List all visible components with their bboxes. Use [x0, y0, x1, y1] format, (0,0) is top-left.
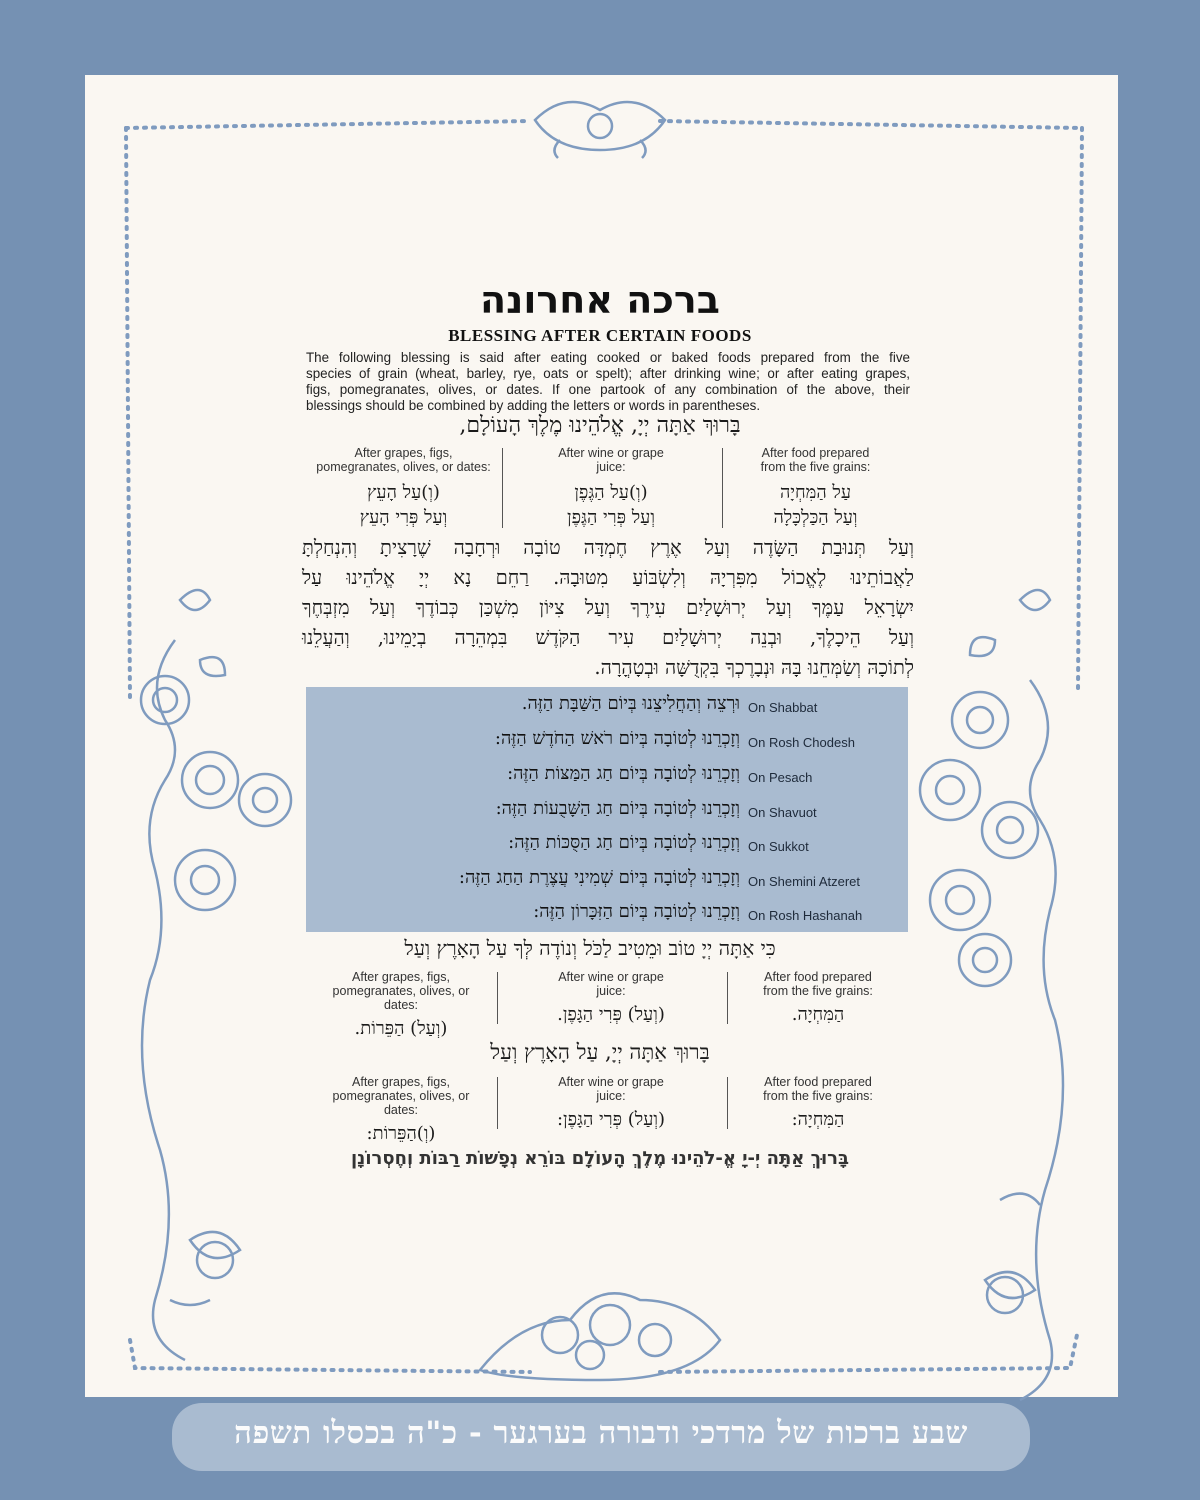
wine-label: After wine or grape juice:	[558, 1075, 664, 1103]
fruit-line2: וְעַל פְּרִי הָעֵץ	[359, 507, 448, 528]
fruit-label: After grapes, figs, pomegranates, olives, or dates:	[316, 446, 491, 474]
grains-label: After food prepared from the five grains:	[763, 970, 873, 998]
grains-column	[726, 1075, 910, 1146]
section3-columns	[306, 1075, 910, 1146]
holiday-occasion: On Shemini Atzeret	[748, 874, 860, 889]
holiday-row	[306, 830, 908, 864]
holiday-text: וְזָכְרֵנוּ לְטוֹבָה בְּיוֹם חַג הַשָּׁבֻעוֹת הַזֶּה:	[495, 798, 740, 819]
paragraph-line: וְעַל הֵיכָלֶךָ, וּבְנֵה יְרוּשָׁלַיִם עִיר הַקֹּדֶשׁ בִּמְהֵרָה בְיָמֵינוּ, וְהַעֲלֵנוּ	[302, 626, 914, 649]
fruit-text: (וְ)הַפֵּרוֹת:	[366, 1123, 436, 1144]
holiday-occasion: On Sukkot	[748, 839, 809, 854]
column-divider	[497, 1077, 498, 1129]
column-divider	[727, 972, 728, 1024]
section1-columns	[306, 446, 910, 530]
dedication-banner	[172, 1403, 1030, 1471]
holiday-text: וְזָכְרֵנוּ לְטוֹבָה בְּיוֹם רֹאשׁ הַחֹדֶשׁ הַזֶּה:	[494, 728, 740, 749]
holiday-text: וְזָכְרֵנוּ לְטוֹבָה בְּיוֹם חַג הַמַּצּוֹת הַזֶּה:	[507, 763, 740, 784]
holiday-occasion: On Shavuot	[748, 805, 817, 820]
fruit-column	[306, 446, 501, 530]
paragraph-line: לַאֲבוֹתֵינוּ לֶאֱכוֹל מִפִּרְיָהּ וְלִשְׂבּוֹעַ מִטּוּבָהּ. רַחֵם נָא יְיָ אֱלֹהֵינוּ עַל	[302, 566, 914, 589]
wine-column	[501, 446, 721, 530]
fruit-column	[306, 970, 496, 1041]
holiday-text: וְזָכְרֵנוּ לְטוֹבָה בְּיוֹם שְׁמִינִי עֲצֶרֶת הַחַג הַזֶּה:	[458, 867, 740, 888]
holiday-row	[306, 796, 908, 830]
fruit-label: After grapes, figs, pomegranates, olives, or dates:	[332, 970, 470, 1012]
borei-nefashot-line: בָּרוּךְ אַתָּה יְ-יָ אֱ-לֹהֵינוּ מֶלֶךְ הָעוֹלָם בּוֹרֵא נְפָשׁוֹת רַבּוֹת וְחֶסְרוֹנָן	[351, 1148, 849, 1169]
holiday-row	[306, 899, 908, 933]
wine-line2: וְעַל פְּרִי הַגֶּפֶן	[567, 507, 655, 528]
page-title-english: BLESSING AFTER CERTAIN FOODS	[448, 326, 752, 345]
wine-column	[496, 970, 726, 1041]
wine-line1: (וְ)עַל הַגֶּפֶן	[574, 482, 648, 503]
paragraph-line: לְתוֹכָהּ וְשַׂמְּחֵנוּ בָּהּ וּנְבָרֶכְךָ בִּקְדֻשָּׁה וּבְטָהֳרָה.	[594, 656, 914, 679]
dedication-text: שבע ברכות של מרדכי ודבורה בערגער - כ"ה בכסלו תשפה	[234, 1415, 968, 1451]
column-divider	[722, 448, 723, 528]
holiday-text: וּרְצֵה וְהַחֲלִיצֵנוּ בְּיוֹם הַשַּׁבָּת הַזֶּה.	[521, 693, 740, 714]
column-divider	[502, 448, 503, 528]
fruit-label: After grapes, figs, pomegranates, olives, or dates:	[332, 1075, 470, 1117]
holiday-text: וְזָכְרֵנוּ לְטוֹבָה בְּיוֹם חַג הַסֻּכּוֹת הַזֶּה:	[508, 832, 740, 853]
intro-text	[306, 350, 910, 414]
intro-line: figs, pomegranates, olives, or dates. If one partook of any combination of the above, their	[306, 382, 910, 397]
fruit-column	[306, 1075, 496, 1146]
fruit-text: (וְעַל) הַפֵּרוֹת.	[354, 1018, 448, 1039]
baruch-al-haaretz-line: בָּרוּךְ אַתָּה יְיָ, עַל הָאָרֶץ וְעַל	[490, 1040, 710, 1064]
grains-line1: עַל הַמִּחְיָה	[779, 482, 852, 503]
column-divider	[727, 1077, 728, 1129]
holiday-text: וְזָכְרֵנוּ לְטוֹבָה בְּיוֹם הַזִּכָּרוֹן הַזֶּה:	[533, 901, 740, 922]
holiday-insertions-box	[306, 687, 908, 932]
grains-label: After food prepared from the five grains:	[760, 446, 871, 474]
wine-text: (וְעַל) פְּרִי הַגָּפֶן.	[557, 1004, 665, 1025]
ki-ata-line: כִּי אַתָּה יְיָ טוֹב וּמֵטִיב לַכֹּל וְנוֹדֶה לְּךָ עַל הָאָרֶץ וְעַל	[404, 936, 776, 960]
holiday-row	[306, 691, 908, 725]
wine-label: After wine or grape juice:	[558, 446, 664, 474]
grains-line2: וְעַל הַכַּלְכָּלָה	[773, 507, 858, 528]
page-title-hebrew: ברכה אחרונה	[480, 278, 720, 322]
holiday-occasion: On Rosh Chodesh	[748, 735, 855, 750]
holiday-occasion: On Rosh Hashanah	[748, 908, 863, 923]
grains-column	[726, 970, 910, 1041]
holiday-occasion: On Shabbat	[748, 700, 818, 715]
holiday-occasion: On Pesach	[748, 770, 813, 785]
grains-text: הַמִּחְיָה:	[791, 1109, 845, 1130]
grains-column	[721, 446, 910, 530]
wine-text: (וְעַל) פְּרִי הַגָּפֶן:	[556, 1109, 666, 1130]
opening-blessing-line: בָּרוּךְ אַתָּה יְיָ, אֱלֹהֵינוּ מֶלֶךְ הָעוֹלָם,	[459, 413, 741, 438]
section2-columns	[306, 970, 910, 1041]
paragraph-line: וְעַל תְּנוּבַת הַשָּׂדֶה וְעַל אֶרֶץ חֶמְדָּה טוֹבָה וּרְחָבָה שֶׁרָצִיתָ וְהִנְחַלְתָּ	[302, 536, 914, 559]
holiday-row	[306, 865, 908, 899]
column-divider	[497, 972, 498, 1024]
intro-line: The following blessing is said after eating cooked or baked foods prepared from the five	[306, 350, 910, 365]
main-paragraph	[302, 533, 914, 683]
intro-line: blessings should be combined by adding the letters or words in parentheses.	[306, 398, 761, 413]
fruit-line1: (וְ)עַל הָעֵץ	[367, 482, 440, 503]
grains-text: הַמִּחְיָה.	[791, 1004, 845, 1025]
wine-column	[496, 1075, 726, 1146]
paragraph-line: יִשְׂרָאֵל עַמֶּךָ וְעַל יְרוּשָׁלַיִם עִירֶךָ וְעַל צִיּוֹן מִשְׁכַּן כְּבוֹדֶךָ וְעַל מִזְבְּחֶךָ	[302, 596, 914, 619]
intro-line: species of grain (wheat, barley, rye, oats or spelt); after drinking wine; or after eating grapes,	[306, 366, 910, 381]
holiday-row	[306, 761, 908, 795]
wine-label: After wine or grape juice:	[558, 970, 664, 998]
holiday-row	[306, 726, 908, 760]
grains-label: After food prepared from the five grains:	[763, 1075, 873, 1103]
